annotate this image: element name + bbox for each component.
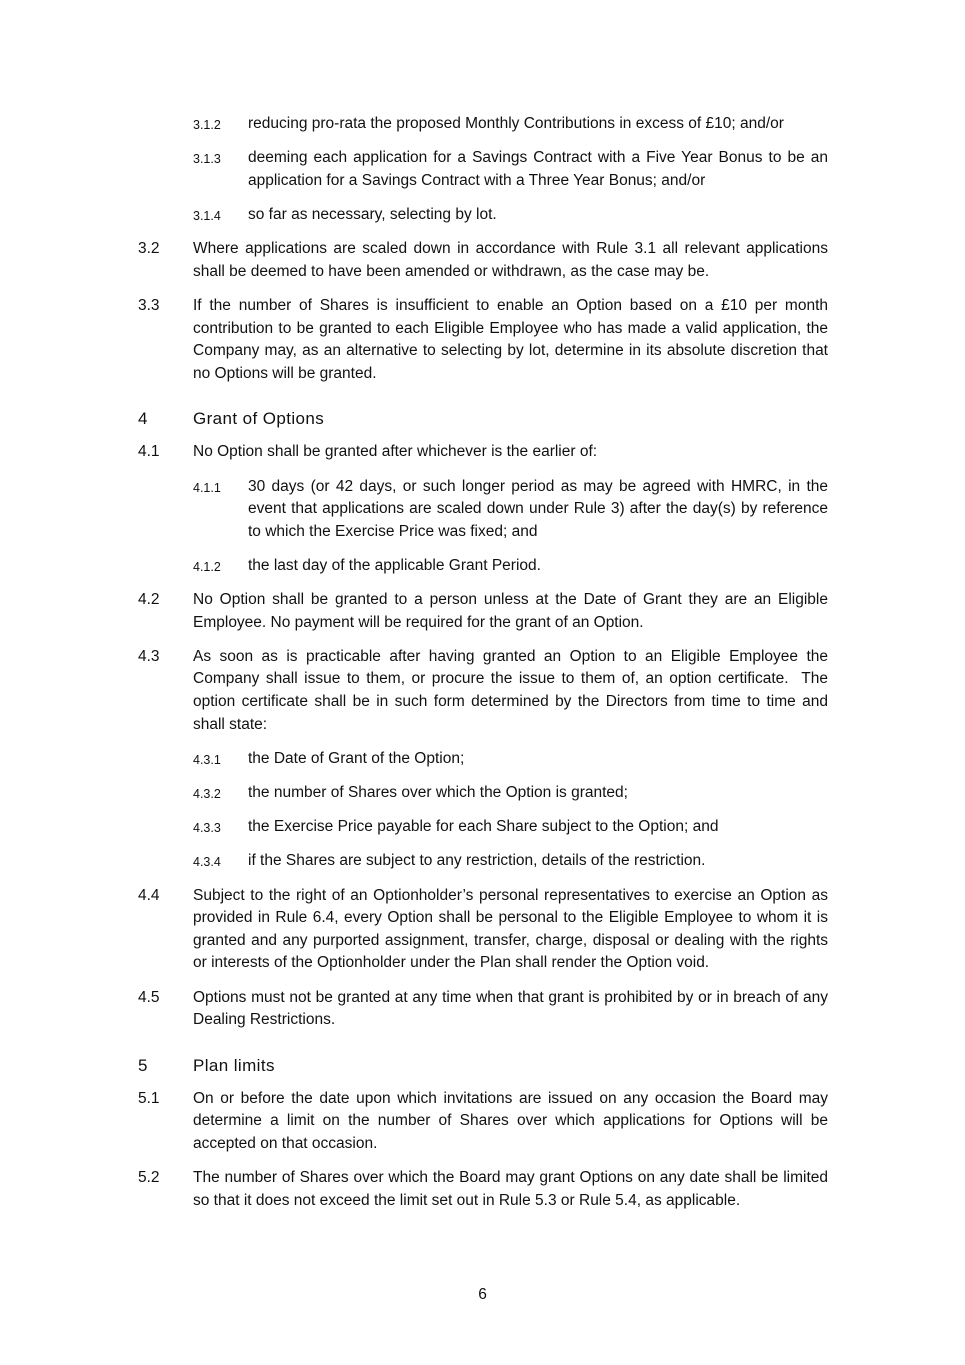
clause-5-2 <box>138 1167 828 1212</box>
clause-text: 30 days (or 42 days, or such longer period as may be agreed with HMRC, in the event that applications are scaled down under Rule 3) after the day(s) by reference to which the Exercise Price was fixed; and <box>248 477 828 540</box>
section-heading-4 <box>138 407 828 431</box>
clause-text: the Date of Grant of the Option; <box>248 749 465 767</box>
clause-number: 4.3.2 <box>193 787 221 801</box>
clause-number: 4.3.1 <box>193 752 221 767</box>
section-number: 4 <box>138 409 148 429</box>
clause-number: 5.2 <box>138 1169 160 1187</box>
clause-4-3-1 <box>138 748 828 771</box>
section-heading-5 <box>138 1054 828 1078</box>
clause-number: 4.3.3 <box>193 821 221 836</box>
clause-4-1-1 <box>138 476 828 544</box>
clause-number: 3.1.4 <box>193 208 221 223</box>
clause-number: 3.1.3 <box>193 152 221 167</box>
clause-4-1-2 <box>138 555 828 578</box>
clause-text: Where applications are scaled down in accordance with Rule 3.1 all relevant applications shall be deemed to have been amended or withdrawn, as the case may be. <box>193 240 828 280</box>
clause-4-5 <box>138 987 828 1032</box>
clause-4-4 <box>138 885 828 975</box>
clause-number: 4.1 <box>138 443 160 461</box>
clause-3-1-2 <box>138 113 828 136</box>
clause-3-1-3 <box>138 147 828 192</box>
clause-number: 4.2 <box>138 591 160 609</box>
clause-number: 3.2 <box>138 240 160 258</box>
clause-4-3 <box>138 646 833 736</box>
clause-number: 3.3 <box>138 296 160 314</box>
clause-text: On or before the date upon which invitations are issued on any occasion the Board may determine a limit on the number of Shares over which applications for Options will be accepted on that occasion. <box>193 1089 828 1152</box>
clause-text: the last day of the applicable Grant Period. <box>248 556 541 574</box>
clause-4-2 <box>138 589 828 634</box>
section-title: Grant of Options <box>193 409 325 429</box>
clause-4-1 <box>138 441 828 464</box>
clause-3-2 <box>138 238 828 283</box>
clause-4-3-2 <box>138 782 828 805</box>
clause-text: Options must not be granted at any time when that grant is prohibited by or in breach of any Dealing Restrictions. <box>193 988 828 1029</box>
clause-text: As soon as is practicable after having granted an Option to an Eligible Employee the Company shall issue to them, or procure the issue to them of, an option certificate. The option certificate shall be in such form determined by the Directors from time to time and shall state: <box>193 647 833 733</box>
clause-text: Subject to the right of an Optionholder’s personal representatives to exercise an Option as provided in Rule 6.4, every Option shall be personal to the Eligible Employee to whom it is granted and any purported assignment, transfer, charge, disposal or dealing with the rights or interests of the Optionholder under the Plan shall render the Option void. <box>193 886 828 972</box>
clause-number: 4.3.4 <box>193 855 221 870</box>
clause-4-3-4 <box>138 850 828 873</box>
clause-number: 4.3 <box>138 647 160 665</box>
clause-number: 4.1.1 <box>193 480 221 495</box>
clause-number: 4.1.2 <box>193 559 221 574</box>
clause-text: The number of Shares over which the Board may grant Options on any date shall be limited so that it does not exceed the limit set out in Rule 5.3 or Rule 5.4, as applicable. <box>193 1169 828 1209</box>
section-number: 5 <box>138 1055 148 1075</box>
clause-text: No Option shall be granted to a person unless at the Date of Grant they are an Eligible Employee. No payment will be required for the grant of an Option. <box>193 591 828 631</box>
clause-number: 4.5 <box>138 988 160 1006</box>
clause-text: If the number of Shares is insufficient to enable an Option based on a £10 per month contribution to be granted to each Eligible Employee who has made a valid application, the Company may, as an alternative to selecting by lot, determine in its absolute discretion that no Options will be granted. <box>193 296 828 382</box>
clause-4-3-3 <box>138 816 828 839</box>
document-body <box>138 113 833 1224</box>
clause-text: the number of Shares over which the Option is granted; <box>248 784 628 801</box>
clause-number: 3.1.2 <box>193 118 221 132</box>
clause-3-3 <box>138 295 828 385</box>
section-title: Plan limits <box>193 1055 275 1075</box>
clause-3-1-4 <box>138 204 828 227</box>
clause-text: No Option shall be granted after whichever is the earlier of: <box>193 443 598 461</box>
page-number: 6 <box>478 1286 487 1303</box>
clause-number: 4.4 <box>138 886 160 904</box>
clause-text: reducing pro-rata the proposed Monthly Contributions in excess of £10; and/or <box>248 115 784 132</box>
clause-text: deeming each application for a Savings Contract with a Five Year Bonus to be an application for a Savings Contract with a Three Year Bonus; and/or <box>248 149 828 189</box>
clause-text: so far as necessary, selecting by lot. <box>248 205 497 223</box>
clause-number: 5.1 <box>138 1089 160 1107</box>
clause-text: the Exercise Price payable for each Share subject to the Option; and <box>248 818 719 836</box>
clause-text: if the Shares are subject to any restriction, details of the restriction. <box>248 852 706 870</box>
clause-5-1 <box>138 1088 828 1156</box>
